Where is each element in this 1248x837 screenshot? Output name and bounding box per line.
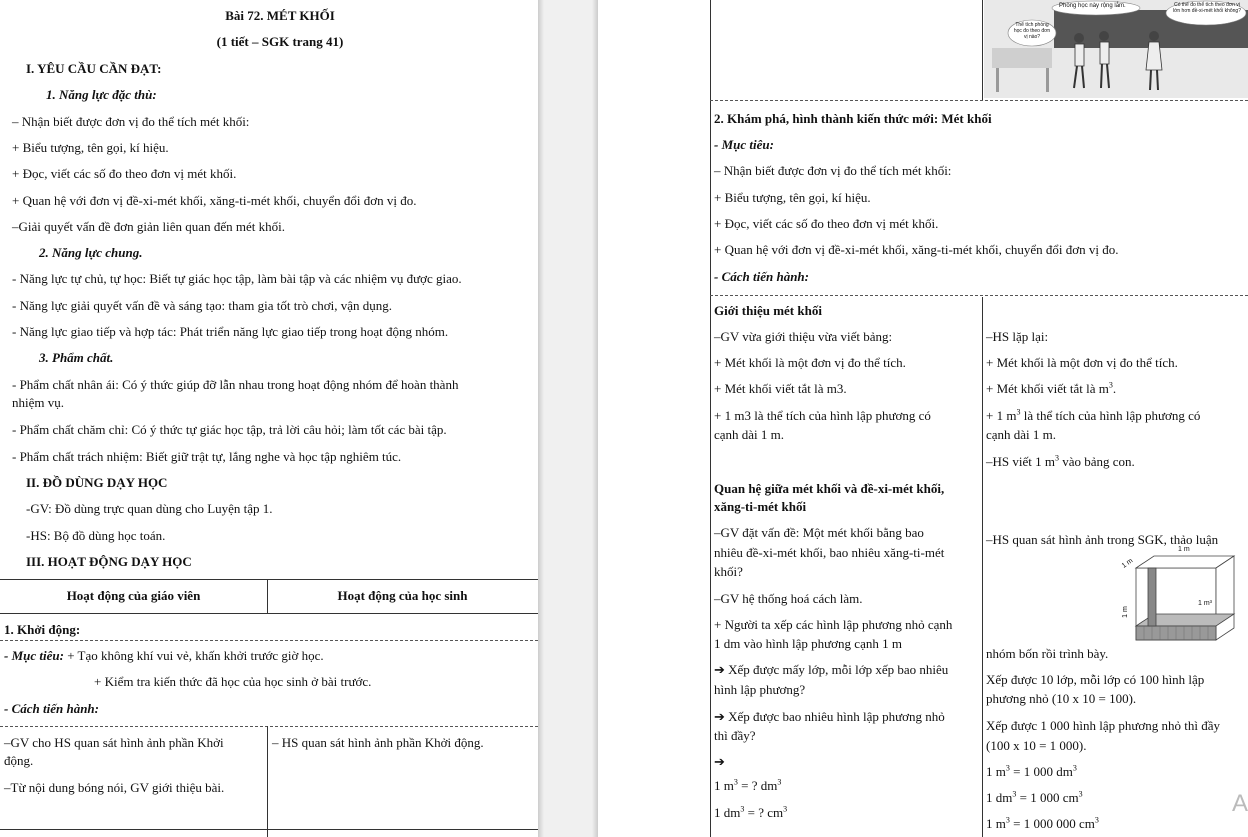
table-cell: –HS quan sát hình ảnh trong SGK, thảo luận (986, 532, 1219, 547)
cube-illustration (1118, 546, 1248, 646)
speech-bubble-text: Thể tích phòng học đo theo đơn vị nào? (1013, 22, 1051, 40)
document-page-left (0, 0, 538, 837)
classroom-illustration (984, 0, 1248, 98)
text-line: - Năng lực tự chủ, tự học: Biết tự giác học tập, làm bài tập và các nhiệm vụ được giao. (12, 271, 462, 286)
subheading: 2. Năng lực chung. (39, 245, 143, 260)
table-cell: 1. Khởi động: (4, 622, 81, 637)
table-cell: + Quan hệ với đơn vị đề-xi-mét khối, xăng-ti-mét khối, chuyển đổi đơn vị đo. (714, 242, 1119, 257)
table-cell: + Mét khối là một đơn vị đo thể tích. (986, 355, 1178, 370)
text-line: - Phẩm chất nhân ái: Có ý thức giúp đỡ lẫn nhau trong hoạt động nhóm để hoàn thành (12, 377, 459, 392)
table-cell: nhóm bốn rồi trình bày. (986, 646, 1109, 661)
table-cell: 1 $m^3 = 1$ 000 $dm^3$ (986, 763, 1077, 779)
speech-bubble-text: Phòng học này rộng lắm. (1059, 3, 1126, 9)
document-page-right (598, 0, 1248, 837)
table-cell: – Nhận biết được đơn vị đo thể tích mét khối: (714, 163, 952, 178)
table-cell: –GV hệ thống hoá cách làm. (714, 591, 863, 606)
table-cell: + 1 m3 là thể tích của hình lập phương có (714, 408, 931, 423)
table-cell: –HS lặp lại: (986, 329, 1049, 344)
table-cell: nhiêu đề-xi-mét khối, bao nhiêu xăng-ti-mét (714, 545, 945, 560)
corner-letter: A (1232, 790, 1248, 817)
table-cell: cạnh dài 1 m. (714, 427, 785, 442)
section-heading: III. HOẠT ĐỘNG DẠY HỌC (26, 554, 192, 569)
cube-label: 1 m³ (1198, 600, 1212, 607)
table-divider (710, 100, 1248, 101)
table-cell: Giới thiệu mét khối (714, 303, 822, 318)
table-cell: + Đọc, viết các số đo theo đơn vị mét khối. (714, 216, 939, 231)
table-cell: động. (4, 753, 34, 768)
cube-diagram (1118, 546, 1248, 646)
table-cell: (100 x 10 = 1 000). (986, 738, 1087, 753)
text-line: + Biểu tượng, tên gọi, kí hiệu. (12, 140, 169, 155)
table-header: Hoạt động của giáo viên (66, 588, 201, 603)
table-cell: hình lập phương? (714, 682, 806, 697)
lesson-subtitle: (1 tiết – SGK trang 41) (216, 34, 344, 49)
table-cell: - Mục tiêu: (714, 137, 774, 152)
table-cell: + 1 $m^3$ là thể tích của hình lập phương có (986, 407, 1201, 423)
table-divider (0, 726, 538, 727)
table-cell: thì đầy? (714, 728, 756, 743)
table-cell: - Cách tiến hành: (4, 701, 99, 716)
cube-label: 1 m (1178, 546, 1190, 553)
table-border (710, 0, 711, 837)
table-cell: xăng-ti-mét khối (714, 499, 807, 514)
table-cell: –GV vừa giới thiệu vừa viết bảng: (714, 329, 893, 344)
table-border (0, 579, 538, 580)
text-line: - Năng lực giải quyết vấn đề và sáng tạo: tham gia tốt trò chơi, vận dụng. (12, 298, 392, 313)
table-cell: khối? (714, 564, 743, 579)
table-header: Hoạt động của học sinh (337, 588, 468, 603)
table-cell: –HS viết 1 $m^3$ vào bảng con. (986, 453, 1135, 469)
arrow-icon: ➔ (714, 754, 725, 769)
text-line: - Phẩm chất trách nhiệm: Biết giữ trật tự, lắng nghe và học tập nghiêm túc. (12, 449, 402, 464)
table-cell: –GV đặt vấn đề: Một mét khối bằng bao (714, 525, 924, 540)
table-cell: + Kiểm tra kiến thức đã học của học sinh ở bài trước. (94, 674, 372, 689)
text-line: nhiệm vụ. (12, 395, 64, 410)
text-line: + Quan hệ với đơn vị đề-xi-mét khối, xăng-ti-mét khối, chuyển đổi đơn vị đo. (12, 193, 417, 208)
table-cell: - Mục tiêu: + Tạo không khí vui vẻ, khấn khởi trước giờ học. (4, 648, 324, 663)
table-cell: Quan hệ giữa mét khối và đề-xi-mét khối, (714, 481, 945, 496)
cube-label: 1 m (1121, 606, 1129, 618)
subheading: 1. Năng lực đặc thù: (46, 87, 157, 102)
table-cell: Xếp được 1 000 hình lập phương nhỏ thì đầy (986, 718, 1221, 733)
text-line: -HS: Bộ đồ dùng học toán. (26, 528, 166, 543)
table-border (0, 613, 538, 614)
table-cell: ➔ Xếp được bao nhiêu hình lập phương nhỏ (714, 709, 945, 724)
table-cell: –GV cho HS quan sát hình ảnh phần Khởi (4, 735, 224, 750)
table-cell: phương nhỏ (10 x 10 = 100). (986, 691, 1137, 706)
table-cell: –Từ nội dung bóng nói, GV giới thiệu bài. (4, 780, 225, 795)
text-line: - Phẩm chất chăm chỉ: Có ý thức tự giác học tập, trả lời câu hỏi; làm tốt các bài tập. (12, 422, 447, 437)
page-shadow (538, 0, 544, 837)
table-divider (710, 295, 1248, 296)
table-cell: 1 $m^3 = 1$ 000 000 $cm^3$ (986, 815, 1099, 831)
table-border (982, 297, 983, 837)
table-cell: + Mét khối viết tắt là $m^3$. (986, 380, 1117, 396)
text-line: – Nhận biết được đơn vị đo thể tích mét khối: (12, 114, 250, 129)
speech-bubble-text: Có thể đo thể tích theo đơn vị lớn hơn đề-xi-mét khối không? (1173, 2, 1241, 14)
text-line: -GV: Đồ dùng trực quan dùng cho Luyện tập 1. (26, 501, 273, 516)
table-cell: + Mét khối viết tắt là m3. (714, 381, 847, 396)
text-line: - Năng lực giao tiếp và hợp tác: Phát triển năng lực giao tiếp trong hoạt động nhóm. (12, 324, 449, 339)
table-cell: 1 $m^3$ = ? $dm^3$ (714, 777, 782, 793)
table-cell: + Người ta xếp các hình lập phương nhỏ cạnh (714, 617, 953, 632)
table-border (267, 726, 268, 837)
subheading: 3. Phẩm chất. (39, 350, 114, 365)
table-cell: 1 $dm^3$ = ? $cm^3$ (714, 804, 788, 820)
table-border (0, 829, 538, 830)
table-cell: – HS quan sát hình ảnh phần Khởi động. (272, 735, 484, 750)
table-cell: 2. Khám phá, hình thành kiến thức mới: Mét khối (714, 111, 992, 126)
classroom-image (984, 0, 1248, 98)
section-heading: I. YÊU CẦU CẦN ĐẠT: (26, 61, 162, 76)
table-cell: + Mét khối là một đơn vị đo thể tích. (714, 355, 906, 370)
table-cell: 1 $dm^3 = 1$ 000 $cm^3$ (986, 789, 1083, 805)
table-cell: cạnh dài 1 m. (986, 427, 1057, 442)
text-line: + Đọc, viết các số đo theo đơn vị mét khối. (12, 166, 237, 181)
lesson-title: Bài 72. MÉT KHỐI (225, 8, 335, 23)
table-cell: - Cách tiến hành: (714, 269, 809, 284)
table-cell: + Biểu tượng, tên gọi, kí hiệu. (714, 190, 871, 205)
cube-label: 1 m (1120, 557, 1135, 570)
table-cell: 1 dm vào hình lập phương cạnh 1 m (714, 636, 902, 651)
table-cell: ➔ Xếp được mấy lớp, mỗi lớp xếp bao nhiêu (714, 662, 949, 677)
text-line: –Giải quyết vấn đề đơn giản liên quan đến mét khối. (12, 219, 285, 234)
table-border (982, 0, 983, 100)
table-cell: Xếp được 10 lớp, mỗi lớp có 100 hình lập (986, 672, 1205, 687)
table-divider (0, 640, 538, 641)
section-heading: II. ĐỒ DÙNG DẠY HỌC (26, 475, 168, 490)
